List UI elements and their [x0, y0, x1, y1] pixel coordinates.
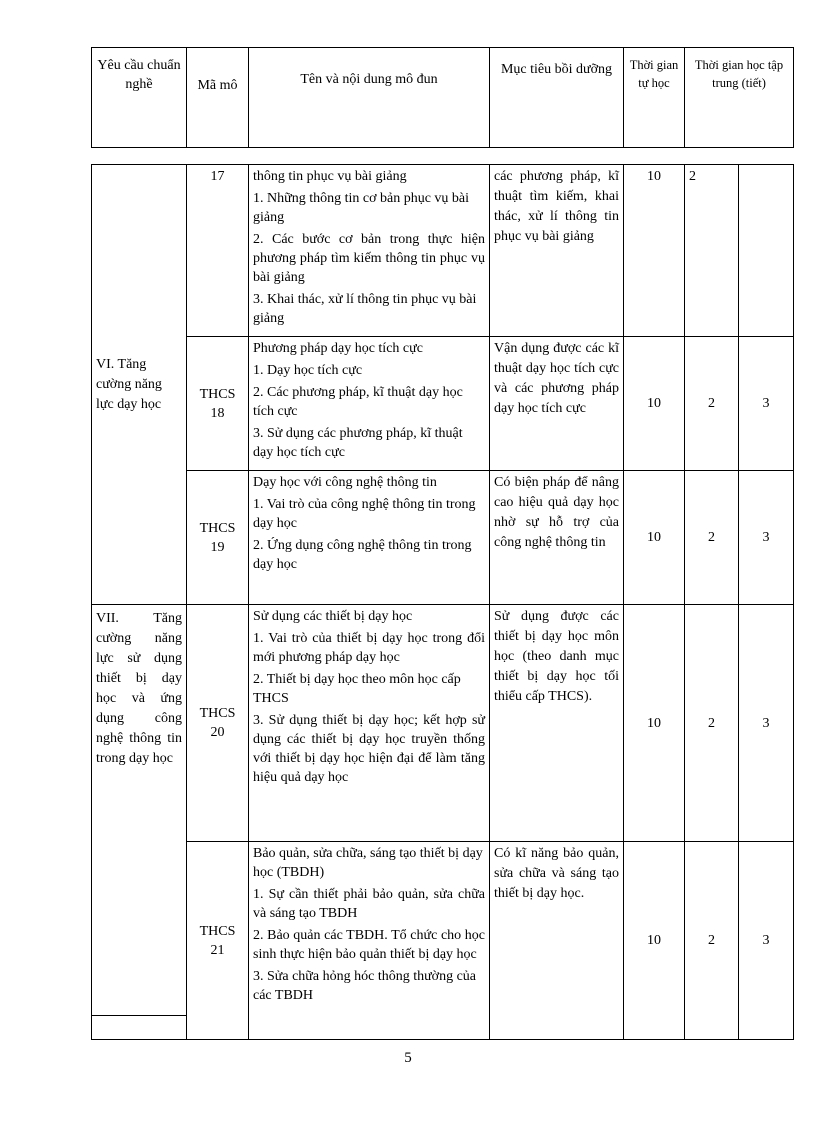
col-concentrated-header: Thời gian học tập trung (tiết): [685, 48, 794, 148]
module-item: 3. Khai thác, xử lí thông tin phục vụ bài giảng: [253, 292, 477, 326]
module-objective: các phương pháp, kĩ thuật tìm kiếm, khai thác, xử lí thông tin phục vụ bài giảng: [490, 165, 624, 337]
module-title: Bảo quản, sửa chữa, sáng tạo thiết bị dạy học (TBDH): [253, 846, 483, 880]
extra-hours: 3: [739, 605, 794, 842]
header-table: [91, 47, 794, 148]
extra-hours: 3: [739, 842, 794, 1040]
table-row: [92, 842, 794, 1040]
module-item: 3. Sử dụng thiết bị dạy học; kết hợp sử dụng các thiết bị dạy học truyền thống với thiết bị dạy học hiện đại để làm tăng hiệu quả dạy học: [253, 713, 485, 785]
module-content: [249, 605, 490, 842]
table-row: [92, 605, 794, 842]
module-title: Sử dụng các thiết bị dạy học: [253, 609, 413, 624]
module-objective: Có biện pháp để nâng cao hiệu quả dạy học nhờ sự hỗ trợ của công nghệ thông tin: [490, 471, 624, 605]
module-item: 2. Các phương pháp, kĩ thuật dạy học tích cực: [253, 385, 463, 419]
module-item: 1. Dạy học tích cực: [253, 363, 363, 378]
col-code-header: Mã mô: [187, 48, 249, 148]
module-code: 17: [187, 165, 249, 337]
module-item: 1. Vai trò của thiết bị dạy học trong đổi mới phương pháp dạy học: [253, 631, 485, 665]
col-objective-header: Mục tiêu bồi dưỡng: [490, 48, 624, 148]
self-study-hours: 10: [624, 471, 685, 605]
table-row: [92, 165, 794, 337]
concentrated-hours: 2: [685, 842, 739, 1040]
module-item: 1. Những thông tin cơ bản phục vụ bài giảng: [253, 191, 470, 225]
module-item: 3. Sửa chữa hỏng hóc thông thường của các TBDH: [253, 969, 477, 1003]
extra-hours: 3: [739, 337, 794, 471]
module-objective: Vận dụng được các kĩ thuật dạy học tích cực và các phương pháp dạy học tích cực: [490, 337, 624, 471]
module-item: 1. Vai trò của công nghệ thông tin trong dạy học: [253, 497, 476, 531]
concentrated-hours: 2: [685, 337, 739, 471]
module-item: 3. Sử dụng các phương pháp, kĩ thuật dạy học tích cực: [253, 426, 463, 460]
self-study-hours: 10: [624, 337, 685, 471]
header-row: [92, 48, 794, 148]
module-item: 2. Ứng dụng công nghệ thông tin trong dạy học: [253, 538, 472, 572]
table-row: [92, 337, 794, 471]
extra-hours: 3: [739, 471, 794, 605]
module-title: Dạy học với công nghệ thông tin: [253, 475, 437, 490]
module-objective: Có kĩ năng bảo quản, sửa chữa và sáng tạo thiết bị dạy học.: [490, 842, 624, 1040]
module-title: Phương pháp dạy học tích cực: [253, 341, 423, 356]
module-code: THCS 19: [187, 471, 249, 605]
concentrated-hours: 2: [685, 605, 739, 842]
module-code: THCS 21: [187, 842, 249, 1040]
module-item: 2. Các bước cơ bản trong thực hiện phương pháp tìm kiếm thông tin phục vụ bài giảng: [253, 232, 485, 285]
module-content: [249, 842, 490, 1040]
concentrated-hours: 2: [685, 471, 739, 605]
extra-hours: [739, 165, 794, 337]
module-title: thông tin phục vụ bài giảng: [253, 169, 407, 184]
stray-rule-line: [91, 1015, 187, 1016]
module-code: THCS 18: [187, 337, 249, 471]
module-content: [249, 337, 490, 471]
module-code: THCS 20: [187, 605, 249, 842]
self-study-hours: 10: [624, 605, 685, 842]
col-content-header: Tên và nội dung mô đun: [249, 48, 490, 148]
col-selfstudy-header: Thời gian tự học: [624, 48, 685, 148]
concentrated-hours: 2: [685, 165, 739, 337]
module-item: 2. Bảo quản các TBDH. Tổ chức cho học sinh thực hiện bảo quản thiết bị dạy học: [253, 928, 485, 962]
self-study-hours: 10: [624, 842, 685, 1040]
module-table: [91, 164, 794, 1040]
module-content: [249, 165, 490, 337]
self-study-hours: 10: [624, 165, 685, 337]
group-requirement-6: VI. Tăng cường năng lực dạy học: [92, 165, 187, 605]
module-item: 2. Thiết bị dạy học theo môn học cấp THCS: [253, 672, 461, 706]
module-content: [249, 471, 490, 605]
module-item: 1. Sự cần thiết phải bảo quản, sửa chữa và sáng tạo TBDH: [253, 887, 485, 921]
group-requirement-7: VII. Tăng cường năng lực sử dụng thiết bị dạy học và ứng dụng công nghệ thông tin trong dạy học: [92, 605, 187, 1040]
module-objective: Sử dụng được các thiết bị dạy học môn học (theo danh mục thiết bị dạy học tối thiểu cấp THCS).: [490, 605, 624, 842]
table-row: [92, 471, 794, 605]
page-number: 5: [404, 1050, 412, 1066]
col-requirement-header: Yêu cầu chuẩn nghề: [92, 48, 187, 148]
